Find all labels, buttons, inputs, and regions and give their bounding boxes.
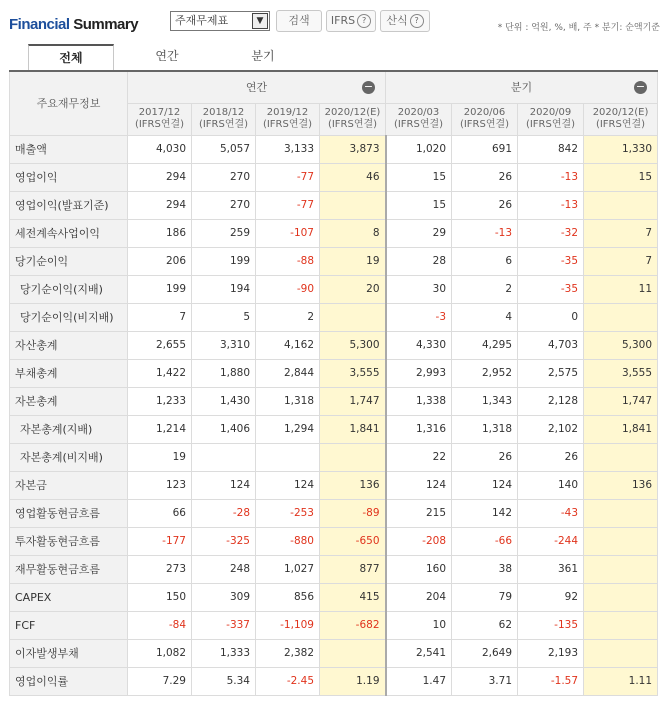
help-icon[interactable]: ?: [410, 14, 424, 28]
table-cell: 4,295: [452, 331, 518, 359]
table-cell: 294: [128, 163, 192, 191]
table-cell: 62: [452, 611, 518, 639]
help-icon[interactable]: ?: [357, 14, 371, 28]
table-cell: 1,316: [386, 415, 452, 443]
table-cell: 79: [452, 583, 518, 611]
table-cell: [320, 443, 386, 471]
table-row: [10, 135, 658, 163]
table-cell: [320, 191, 386, 219]
table-cell: -682: [320, 611, 386, 639]
table-cell: 270: [192, 191, 256, 219]
table-cell: -650: [320, 527, 386, 555]
tab-all[interactable]: 전체: [28, 44, 114, 70]
table-cell: 856: [256, 583, 320, 611]
table-cell: 4,030: [128, 135, 192, 163]
table-cell: 7: [584, 219, 658, 247]
table-cell: 2,655: [128, 331, 192, 359]
period-header: [256, 103, 320, 135]
table-cell: 1.19: [320, 667, 386, 695]
table-cell: 1,747: [320, 387, 386, 415]
table-cell: -177: [128, 527, 192, 555]
period-basis: (IFRS연결): [595, 119, 646, 130]
table-cell: 19: [128, 443, 192, 471]
title-part-summary: Summary: [73, 16, 139, 33]
statement-select-value: 주재무제표: [175, 14, 229, 27]
period-basis: (IFRS연결): [262, 119, 313, 130]
table-cell: 5: [192, 303, 256, 331]
table-cell: -28: [192, 499, 256, 527]
period-basis: (IFRS연결): [198, 119, 249, 130]
table-cell: 160: [386, 555, 452, 583]
financial-table: [9, 70, 658, 696]
table-cell: 124: [452, 471, 518, 499]
table-cell: 30: [386, 275, 452, 303]
table-cell: 124: [192, 471, 256, 499]
table-cell: 26: [518, 443, 584, 471]
period-date: 2020/12(E): [324, 107, 381, 118]
table-cell: 259: [192, 219, 256, 247]
table-cell: 1,338: [386, 387, 452, 415]
group-label-annual: 연간: [245, 81, 268, 95]
table-cell: -244: [518, 527, 584, 555]
table-cell: -337: [192, 611, 256, 639]
table-cell: [584, 639, 658, 667]
period-tabs: [0, 40, 666, 70]
period-header: [320, 103, 386, 135]
table-row: [10, 387, 658, 415]
table-cell: -135: [518, 611, 584, 639]
table-cell: 15: [584, 163, 658, 191]
table-cell: [584, 611, 658, 639]
table-row: [10, 331, 658, 359]
table-row: [10, 303, 658, 331]
table-cell: -32: [518, 219, 584, 247]
row-label: 이자발생부채: [10, 639, 128, 667]
table-cell: [584, 583, 658, 611]
corner-header: 주요재무정보: [10, 71, 128, 135]
table-row: [10, 191, 658, 219]
tab-annual[interactable]: 연간: [155, 49, 179, 63]
table-row: [10, 443, 658, 471]
table-cell: 248: [192, 555, 256, 583]
table-cell: 26: [452, 191, 518, 219]
period-basis: (IFRS연결): [393, 119, 444, 130]
table-cell: 1,430: [192, 387, 256, 415]
period-date: 2019/12: [266, 107, 309, 118]
table-cell: 3,555: [320, 359, 386, 387]
table-row: [10, 555, 658, 583]
table-cell: -13: [452, 219, 518, 247]
table-cell: 3,133: [256, 135, 320, 163]
table-cell: 1,233: [128, 387, 192, 415]
row-label: 매출액: [10, 135, 128, 163]
formula-label: 산식: [386, 14, 408, 27]
period-header: [386, 103, 452, 135]
table-cell: 3,310: [192, 331, 256, 359]
table-row: [10, 219, 658, 247]
table-cell: 294: [128, 191, 192, 219]
row-label: 영업이익률: [10, 667, 128, 695]
table-cell: -89: [320, 499, 386, 527]
table-row: [10, 667, 658, 695]
period-date: 2020/03: [397, 107, 440, 118]
table-cell: 1.11: [584, 667, 658, 695]
table-cell: 150: [128, 583, 192, 611]
formula-button[interactable]: [380, 10, 430, 32]
table-cell: -2.45: [256, 667, 320, 695]
table-cell: -84: [128, 611, 192, 639]
chevron-down-icon[interactable]: ▼: [252, 13, 268, 29]
table-cell: 2,844: [256, 359, 320, 387]
table-cell: 4,703: [518, 331, 584, 359]
table-cell: 19: [320, 247, 386, 275]
table-cell: 1,406: [192, 415, 256, 443]
table-cell: 2: [452, 275, 518, 303]
table-cell: -66: [452, 527, 518, 555]
table-cell: 215: [386, 499, 452, 527]
top-bar: [0, 0, 666, 40]
period-basis: (IFRS연결): [134, 119, 185, 130]
table-cell: 309: [192, 583, 256, 611]
ifrs-label: IFRS: [330, 14, 356, 27]
table-cell: 2,193: [518, 639, 584, 667]
period-date: 2018/12: [202, 107, 245, 118]
table-cell: 0: [518, 303, 584, 331]
table-cell: 3.71: [452, 667, 518, 695]
table-cell: 7.29: [128, 667, 192, 695]
table-cell: 15: [386, 191, 452, 219]
period-header: [452, 103, 518, 135]
table-cell: 6: [452, 247, 518, 275]
ifrs-button[interactable]: [326, 10, 376, 32]
table-cell: [320, 639, 386, 667]
period-header: [192, 103, 256, 135]
row-label: 자본총계: [10, 387, 128, 415]
table-cell: 2,541: [386, 639, 452, 667]
table-row: [10, 415, 658, 443]
period-date: 2020/06: [463, 107, 506, 118]
table-cell: 1,343: [452, 387, 518, 415]
collapse-icon[interactable]: −: [635, 80, 646, 93]
row-label: 자본총계(비지배): [10, 443, 128, 471]
search-button[interactable]: 검색: [276, 10, 322, 32]
table-cell: 136: [320, 471, 386, 499]
period-header: [518, 103, 584, 135]
table-cell: 11: [584, 275, 658, 303]
collapse-icon[interactable]: −: [363, 80, 374, 93]
group-header-annual: [128, 71, 386, 103]
statement-select[interactable]: [170, 11, 270, 31]
table-cell: 29: [386, 219, 452, 247]
table-cell: -13: [518, 191, 584, 219]
table-cell: 2,382: [256, 639, 320, 667]
table-cell: 691: [452, 135, 518, 163]
row-label: 세전계속사업이익: [10, 219, 128, 247]
table-row: [10, 611, 658, 639]
title-part-financial: Financial: [9, 16, 70, 33]
table-cell: 1,841: [320, 415, 386, 443]
table-row: [10, 471, 658, 499]
table-cell: [192, 443, 256, 471]
table-cell: 28: [386, 247, 452, 275]
table-cell: 1,333: [192, 639, 256, 667]
table-cell: 273: [128, 555, 192, 583]
table-cell: 270: [192, 163, 256, 191]
table-cell: -35: [518, 275, 584, 303]
table-cell: -1,109: [256, 611, 320, 639]
table-cell: 142: [452, 499, 518, 527]
table-cell: 66: [128, 499, 192, 527]
table-cell: 1,020: [386, 135, 452, 163]
period-basis: (IFRS연결): [327, 119, 378, 130]
table-cell: 8: [320, 219, 386, 247]
table-cell: 3,555: [584, 359, 658, 387]
table-cell: -253: [256, 499, 320, 527]
table-cell: 20: [320, 275, 386, 303]
row-label: CAPEX: [10, 583, 128, 611]
table-cell: 26: [452, 163, 518, 191]
table-cell: 5,300: [584, 331, 658, 359]
table-cell: 842: [518, 135, 584, 163]
table-cell: 124: [386, 471, 452, 499]
table-cell: 2,128: [518, 387, 584, 415]
table-cell: -77: [256, 163, 320, 191]
table-cell: 361: [518, 555, 584, 583]
table-cell: 1,747: [584, 387, 658, 415]
row-label: 재무활동현금흐름: [10, 555, 128, 583]
period-date: 2020/09: [529, 107, 572, 118]
table-cell: 186: [128, 219, 192, 247]
table-cell: 1,027: [256, 555, 320, 583]
table-cell: 4: [452, 303, 518, 331]
table-cell: 4,330: [386, 331, 452, 359]
table-cell: 22: [386, 443, 452, 471]
table-cell: -880: [256, 527, 320, 555]
table-cell: [584, 527, 658, 555]
row-label: 자본금: [10, 471, 128, 499]
table-cell: 1.47: [386, 667, 452, 695]
table-cell: 26: [452, 443, 518, 471]
row-label: 자산총계: [10, 331, 128, 359]
table-cell: [584, 303, 658, 331]
table-cell: 123: [128, 471, 192, 499]
table-cell: [584, 443, 658, 471]
row-label: 영업활동현금흐름: [10, 499, 128, 527]
section-title: [9, 16, 138, 33]
table-row: [10, 527, 658, 555]
table-cell: 1,082: [128, 639, 192, 667]
table-cell: -1.57: [518, 667, 584, 695]
table-cell: 1,294: [256, 415, 320, 443]
table-cell: [584, 499, 658, 527]
table-cell: 199: [192, 247, 256, 275]
table-cell: [584, 555, 658, 583]
row-label: FCF: [10, 611, 128, 639]
period-date: 2017/12: [138, 107, 181, 118]
table-cell: -77: [256, 191, 320, 219]
row-label: 영업이익(발표기준): [10, 191, 128, 219]
table-row: [10, 275, 658, 303]
table-cell: 194: [192, 275, 256, 303]
row-label: 당기순이익: [10, 247, 128, 275]
table-cell: 1,880: [192, 359, 256, 387]
table-cell: 7: [584, 247, 658, 275]
table-row: [10, 639, 658, 667]
table-cell: 1,841: [584, 415, 658, 443]
table-cell: 199: [128, 275, 192, 303]
table-cell: -325: [192, 527, 256, 555]
table-cell: 1,318: [256, 387, 320, 415]
group-header-quarter: [386, 71, 658, 103]
group-label-quarter: 분기: [510, 81, 533, 95]
table-cell: 2: [256, 303, 320, 331]
table-cell: 204: [386, 583, 452, 611]
table-row: [10, 583, 658, 611]
table-cell: 10: [386, 611, 452, 639]
tab-quarterly[interactable]: 분기: [251, 49, 275, 63]
table-cell: -13: [518, 163, 584, 191]
table-cell: -43: [518, 499, 584, 527]
table-cell: 2,993: [386, 359, 452, 387]
table-row: [10, 163, 658, 191]
period-header: [128, 103, 192, 135]
table-row: [10, 499, 658, 527]
table-row: [10, 247, 658, 275]
period-header: [584, 103, 658, 135]
table-cell: 15: [386, 163, 452, 191]
table-cell: 877: [320, 555, 386, 583]
table-cell: 1,422: [128, 359, 192, 387]
row-label: 영업이익: [10, 163, 128, 191]
table-cell: 5,057: [192, 135, 256, 163]
table-cell: [256, 443, 320, 471]
period-basis: (IFRS연결): [525, 119, 576, 130]
unit-note: * 단위 : 억원, %, 배, 주 * 분기: 순액기준: [497, 23, 660, 33]
row-label: 부채총계: [10, 359, 128, 387]
row-label: 자본총계(지배): [10, 415, 128, 443]
table-cell: 2,952: [452, 359, 518, 387]
table-cell: 124: [256, 471, 320, 499]
table-cell: -90: [256, 275, 320, 303]
table-cell: -88: [256, 247, 320, 275]
table-cell: 46: [320, 163, 386, 191]
table-cell: 7: [128, 303, 192, 331]
table-cell: 2,102: [518, 415, 584, 443]
table-cell: 5.34: [192, 667, 256, 695]
table-cell: -208: [386, 527, 452, 555]
table-row: [10, 359, 658, 387]
table-cell: 140: [518, 471, 584, 499]
table-cell: 206: [128, 247, 192, 275]
table-cell: -107: [256, 219, 320, 247]
table-cell: 92: [518, 583, 584, 611]
table-cell: 5,300: [320, 331, 386, 359]
table-cell: 38: [452, 555, 518, 583]
table-cell: [584, 191, 658, 219]
row-label: 투자활동현금흐름: [10, 527, 128, 555]
table-cell: 415: [320, 583, 386, 611]
table-cell: 1,318: [452, 415, 518, 443]
row-label: 당기순이익(지배): [10, 275, 128, 303]
period-date: 2020/12(E): [592, 107, 649, 118]
table-cell: -3: [386, 303, 452, 331]
table-cell: 1,330: [584, 135, 658, 163]
table-cell: [320, 303, 386, 331]
table-cell: 3,873: [320, 135, 386, 163]
row-label: 당기순이익(비지배): [10, 303, 128, 331]
period-basis: (IFRS연결): [459, 119, 510, 130]
table-cell: 136: [584, 471, 658, 499]
table-cell: -35: [518, 247, 584, 275]
table-cell: 2,649: [452, 639, 518, 667]
table-cell: 2,575: [518, 359, 584, 387]
table-cell: 1,214: [128, 415, 192, 443]
table-cell: 4,162: [256, 331, 320, 359]
